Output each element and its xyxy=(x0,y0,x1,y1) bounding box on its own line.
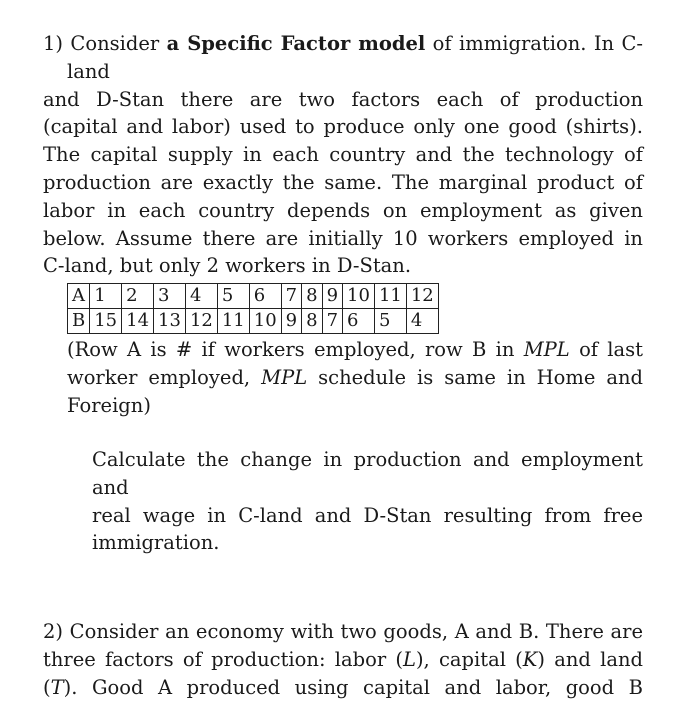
row-a-cell: 11 xyxy=(374,284,406,309)
row-b-cell: 9 xyxy=(281,309,301,334)
q1-number: 1) xyxy=(43,32,64,55)
note-line-3: Foreign) xyxy=(67,393,151,417)
q1-line-3: (capital and labor) used to produce only one good (shirts). xyxy=(43,115,643,139)
table-row-a xyxy=(68,284,439,309)
row-b-cell: 10 xyxy=(249,309,281,334)
question-2 xyxy=(43,618,643,701)
calc-prompt xyxy=(92,446,643,557)
q1-line-5: production are exactly the same. The marginal product of xyxy=(43,170,643,194)
q1-line-8: C-land, but only 2 workers in D-Stan. xyxy=(43,254,412,278)
q1-line-4: The capital supply in each country and the technology of xyxy=(43,143,643,167)
q2-text: Consider an economy with two goods, A and B. There are xyxy=(69,620,643,643)
q1-line-6: labor in each country depends on employment as given xyxy=(43,198,643,222)
mpl-term: MPL xyxy=(261,365,308,389)
labor-symbol: L xyxy=(403,647,416,671)
row-b-cell: 4 xyxy=(406,309,438,334)
row-b-cell: 12 xyxy=(185,309,217,334)
row-a-label: A xyxy=(68,284,90,309)
row-a-cell: 1 xyxy=(90,284,122,309)
row-a-cell: 9 xyxy=(322,284,342,309)
row-b-label: B xyxy=(68,309,90,334)
row-a-cell: 4 xyxy=(185,284,217,309)
q2-text: ( xyxy=(43,675,51,699)
q1-line-1 xyxy=(43,30,644,86)
q2-text: ), capital ( xyxy=(415,647,523,671)
row-b-cell: 7 xyxy=(322,309,342,334)
row-a-cell: 6 xyxy=(249,284,281,309)
land-symbol: T xyxy=(50,675,64,699)
q1-line-7: below. Assume there are initially 10 workers employed in xyxy=(43,226,643,250)
mpl-term: MPL xyxy=(523,338,570,361)
q2-text: ). Good A produced using capital and labor, good B xyxy=(63,675,643,699)
q2-text: ) and land xyxy=(537,647,643,671)
row-b-cell: 11 xyxy=(217,309,249,334)
row-b-cell: 15 xyxy=(90,309,122,334)
q1-intro-pre: Consider xyxy=(70,32,160,55)
q1-intro-post: of immigration. In C-land xyxy=(67,32,644,83)
row-a-cell: 7 xyxy=(281,284,301,309)
question-1 xyxy=(43,30,643,280)
row-b-cell: 8 xyxy=(302,309,322,334)
calc-line-3: immigration. xyxy=(92,531,220,555)
row-a-cell: 8 xyxy=(302,284,322,309)
mpl-table-wrap xyxy=(67,283,439,334)
calc-line-1: Calculate the change in production and employment and xyxy=(92,448,643,499)
note-line-1 xyxy=(67,336,643,364)
note-text: schedule is same in Home and xyxy=(318,365,644,389)
row-b-cell: 5 xyxy=(374,309,406,334)
row-a-cell: 10 xyxy=(343,284,375,309)
q2-text: three factors of production: labor ( xyxy=(43,647,403,671)
note-text: (Row A is # if workers employed, row B in xyxy=(67,338,515,361)
row-a-cell: 3 xyxy=(154,284,186,309)
q2-number: 2) xyxy=(43,620,64,643)
q2-line-1 xyxy=(43,618,643,646)
row-a-cell: 5 xyxy=(217,284,249,309)
table-note xyxy=(67,336,643,419)
note-line-2 xyxy=(67,364,643,392)
calc-line-2: real wage in C-land and D-Stan resulting from free xyxy=(92,503,643,527)
q1-model-name: a Specific Factor model xyxy=(166,32,426,55)
q2-line-2 xyxy=(43,646,643,674)
row-a-cell: 12 xyxy=(406,284,438,309)
mpl-table xyxy=(67,283,439,334)
row-b-cell: 13 xyxy=(154,309,186,334)
capital-symbol: K xyxy=(522,647,538,671)
q2-line-3 xyxy=(43,674,643,702)
note-text: of last xyxy=(579,338,644,361)
note-text: worker employed, xyxy=(67,365,251,389)
row-a-cell: 2 xyxy=(122,284,154,309)
row-b-cell: 6 xyxy=(343,309,375,334)
row-b-cell: 14 xyxy=(122,309,154,334)
table-row-b xyxy=(68,309,439,334)
q1-line-2: and D-Stan there are two factors each of production xyxy=(43,87,643,111)
